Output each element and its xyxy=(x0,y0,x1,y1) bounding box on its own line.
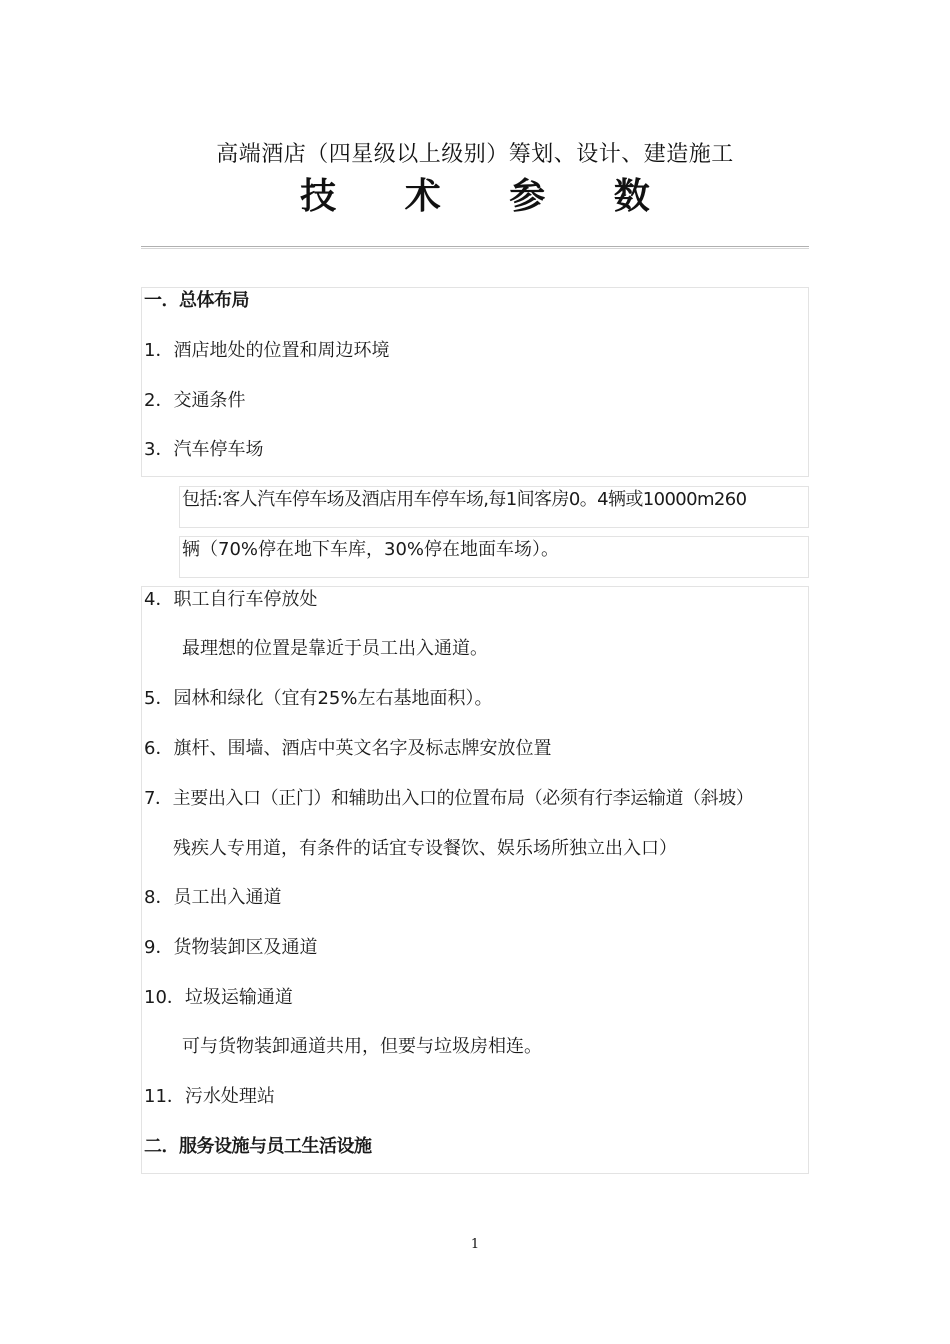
document-main-title xyxy=(0,170,950,222)
list-item-note: 辆（70%停在地下车库，30%停在地面车场）。 xyxy=(182,539,560,560)
main-title-char: 技 xyxy=(300,175,337,217)
list-item: 6．旗杆、围墙、酒店中英文名字及标志牌安放位置 xyxy=(144,738,552,759)
list-item: 1．酒店地处的位置和周边环境 xyxy=(144,340,390,361)
section-heading-1: 一．总体布局 xyxy=(144,290,249,311)
main-title-char: 数 xyxy=(613,175,650,217)
list-item-note: 可与货物装卸通道共用，但要与垃圾房相连。 xyxy=(182,1036,542,1057)
main-title-char: 参 xyxy=(509,175,546,217)
list-item: 5．园林和绿化（宜有25%左右基地面积）。 xyxy=(144,688,493,709)
section-heading-2: 二．服务设施与员工生活设施 xyxy=(144,1136,372,1157)
list-item-note: 最理想的位置是靠近于员工出入通道。 xyxy=(182,638,488,659)
list-item-continuation: 残疾人专用道，有条件的话宜专设餐饮、娱乐场所独立出入口） xyxy=(173,838,677,859)
list-item: 2．交通条件 xyxy=(144,390,246,411)
list-item: 3．汽车停车场 xyxy=(144,439,264,460)
list-item: 7．主要出入口（正门）和辅助出入口的位置布局（必须有行李运输道（斜坡） xyxy=(144,788,754,809)
main-title-char: 术 xyxy=(404,175,441,217)
title-divider xyxy=(141,246,809,249)
list-item: 9．货物装卸区及通道 xyxy=(144,937,318,958)
list-item: 11．污水处理站 xyxy=(144,1086,275,1107)
list-item-note: 包括:客人汽车停车场及酒店用车停车场,每1间客房0。4辆或10000m260 xyxy=(182,489,747,510)
document-title: 高端酒店（四星级以上级别）筹划、设计、建造施工 xyxy=(216,142,734,167)
list-item: 8．员工出入通道 xyxy=(144,887,282,908)
list-item: 4．职工自行车停放处 xyxy=(144,589,318,610)
page-number: 1 xyxy=(470,1237,480,1252)
list-item: 10．垃圾运输通道 xyxy=(144,987,293,1008)
